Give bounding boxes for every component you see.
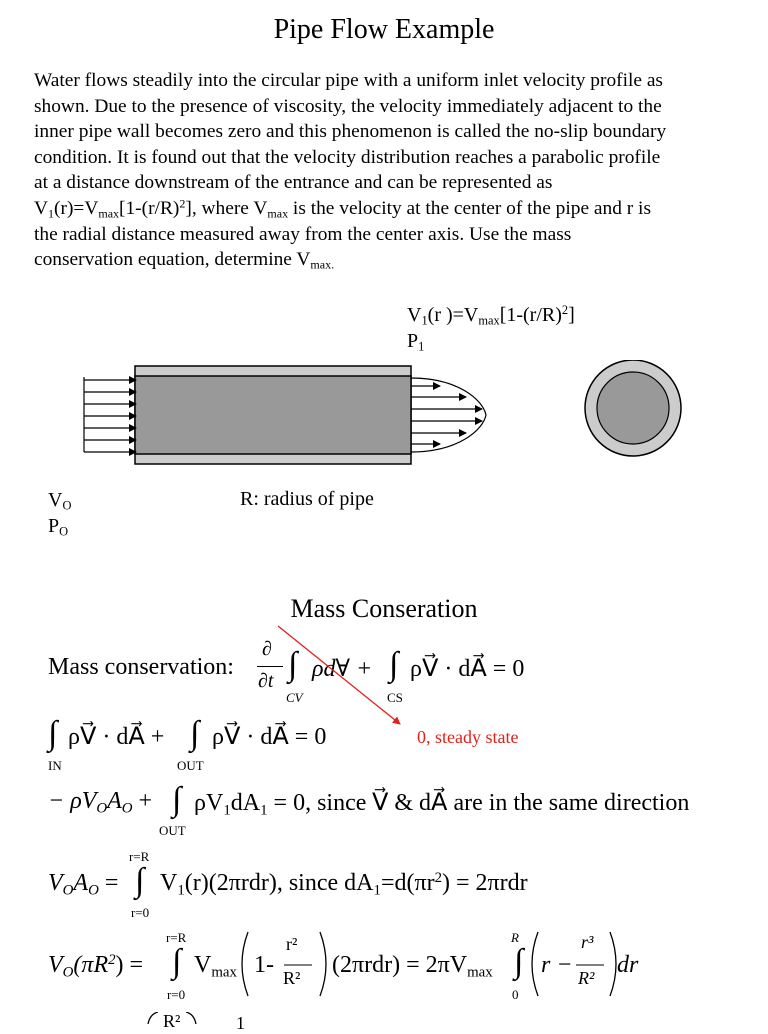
integral-sign: ∫ (135, 862, 145, 899)
integral-lhs: $V_O(\pi R^2)$ = (48, 951, 144, 981)
paragraph-line: at a distance downstream of the entrance and can be represented as (34, 172, 553, 194)
flow-rate-lhs: $V_OA_O$ = (48, 870, 119, 899)
lower-limit: r=0 (131, 905, 150, 920)
paragraph-line: Water flows steadily into the circular pipe with a uniform inlet velocity profile as (34, 70, 663, 91)
integral-sign: ∫ (389, 646, 399, 683)
pipe-body (135, 366, 411, 464)
flow-rate-rhs: $V_1(r)(2\pi rdr)$, since $dA_1=d(\pi r^2) = 2\pi rdr$ (160, 869, 528, 899)
upper-limit: r=R (129, 849, 150, 864)
out-limit: OUT (159, 823, 186, 838)
area-element-term: $(2\pi rdr) = 2\pi V_{max}$ (332, 952, 493, 981)
one-minus: 1- (254, 952, 274, 978)
integral-sign: ∫ (48, 715, 58, 752)
paragraph-line: the radial distance measured away from the center axis. Use the mass (34, 223, 572, 245)
outlet-velocity-label: $V_1(r$ )$=V_{max}[1-(r/R)^2]$ (407, 303, 575, 328)
paragraph-line: inner pipe wall becomes zero and this phenomenon is called the no-slip boundary (34, 121, 667, 143)
inflow-term: − $\rho V_OA_O$ + (48, 788, 153, 817)
page-title: Pipe Flow Example (273, 14, 495, 45)
inflow-integrand: ρV⃗ · dA⃗ + (68, 724, 165, 750)
paragraph-line: condition. It is found out that the velocity distribution reaches a parabolic profile (34, 146, 661, 168)
pipe-diagram (78, 360, 698, 470)
cv-limit: CV (286, 690, 303, 705)
paragraph-line: shown. Due to the presence of viscosity, the velocity immediately adjacent to the (34, 95, 662, 117)
radius-label: R: radius of pipe (240, 488, 374, 510)
steady-state-note: 0, steady state (417, 727, 519, 747)
integral-sign: ∫ (172, 781, 182, 818)
dr-term: dr (617, 952, 639, 978)
section-title: Mass Conseration (290, 594, 478, 623)
outflow-term: $\rho V_1dA_1 = 0$, since V⃗ & dA⃗ are in the same direction (194, 790, 690, 819)
integral-sign: ∫ (514, 943, 524, 980)
paragraph-line: conservation equation, determine $V_{max.}$ (34, 249, 335, 272)
r-squared-denominator: R² (578, 968, 595, 988)
integral-sign: ∫ (288, 646, 298, 683)
inlet-pressure-label: $P_O$ (48, 515, 69, 539)
parabolic-outlet-profile (411, 378, 486, 452)
r-cubed-numerator: r³ (581, 932, 594, 952)
vmax-term: $V_{max}$ (194, 952, 237, 981)
outlet-pressure-label: $P_1$ (407, 330, 425, 354)
outflow-integrand: ρV⃗ · dA⃗ = 0 (212, 724, 327, 750)
out-limit: OUT (177, 758, 204, 773)
steady-state-arrow (270, 622, 410, 732)
cutoff-r-squared: R² (163, 1011, 181, 1031)
partial-symbol: ∂ (262, 638, 272, 660)
lower-limit: r=0 (167, 987, 186, 1002)
mass-conservation-label: Mass conservation: (48, 654, 234, 680)
r-squared-numerator: r² (286, 934, 298, 954)
integral-sign: ∫ (172, 943, 182, 980)
inlet-velocity-label: $V_O$ (48, 489, 72, 513)
lower-limit-0: 0 (512, 987, 519, 1002)
inlet-velocity-arrows (84, 377, 136, 452)
integral-sign: ∫ (190, 715, 200, 752)
cutoff-one: 1 (236, 1013, 245, 1033)
surface-integrand: ρV⃗ · dA⃗ = 0 (410, 656, 525, 682)
partial-t-symbol: ∂t (258, 670, 274, 692)
upper-limit: r=R (166, 930, 187, 945)
cs-limit: CS (387, 690, 403, 705)
paragraph-line-velocity-formula: $V_1(r)=V_{max}[1-(r/R)^2]$, where $V_{max}$ is the velocity at the center of the pipe and r is (34, 196, 651, 221)
in-limit: IN (48, 758, 62, 773)
r-squared-denominator: R² (283, 968, 301, 988)
pipe-cross-section (585, 360, 681, 456)
upper-limit-R: R (511, 930, 519, 945)
volume-integrand: ρd∀ + (312, 656, 373, 682)
problem-statement (34, 68, 734, 273)
r-minus: r − (541, 952, 573, 978)
